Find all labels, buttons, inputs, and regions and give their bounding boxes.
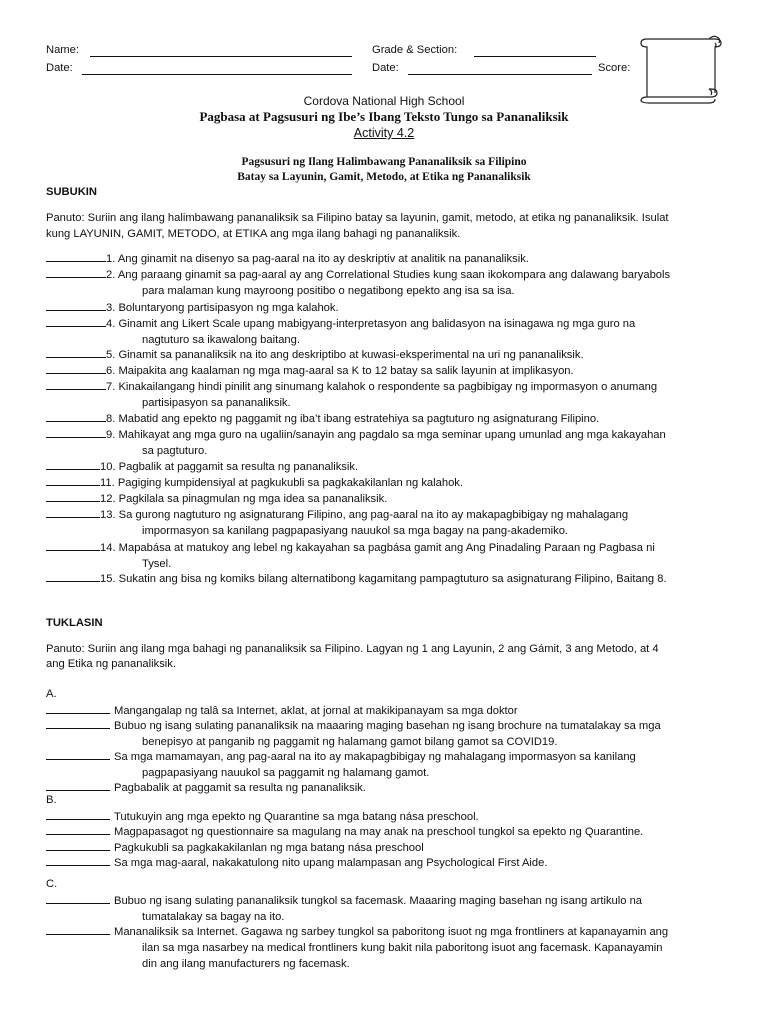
subtitle-line-2: Batay sa Layunin, Gamit, Metodo, at Etika ng Pananaliksik [237, 171, 531, 183]
tuklasin-item [46, 704, 736, 720]
tuklasin-instructions-2: ang Etika ng pananaliksik. [46, 658, 176, 670]
subukin-item-continuation: impormasyon sa kanilang pagpapasiyang nauukol sa mga bagay na pang-akademiko. [142, 524, 569, 537]
tuklasin-item-text: Pagbabalik at paggamit sa resulta ng pananaliksik. [114, 782, 366, 794]
date2-field[interactable] [408, 74, 592, 75]
answer-blank[interactable] [46, 704, 110, 714]
name-label: Name: [46, 44, 79, 56]
subukin-instructions-2: kung LAYUNIN, GAMIT, METODO, at ETIKA ang mga ilang bahagi ng pananaliksik. [46, 228, 461, 240]
tuklasin-item-text: Mangangalap ng talâ sa Internet, aklat, at jornal at makikipanayam sa mga doktor [114, 705, 518, 717]
answer-blank[interactable] [46, 894, 110, 904]
tuklasin-item [46, 719, 736, 751]
grade-section-field[interactable] [474, 56, 596, 57]
answer-blank[interactable] [46, 541, 100, 551]
subukin-item-continuation: partisipasyon sa pananaliksik. [142, 396, 291, 409]
answer-blank[interactable] [46, 572, 100, 582]
date2-label: Date: [372, 62, 399, 74]
tuklasin-group-label: B. [46, 794, 57, 806]
tuklasin-item-text: Mananaliksik sa Internet. Gagawa ng sarbey tungkol sa paboritong isuot ng mga frontliners at kapanayamin ang [114, 926, 669, 938]
subukin-item-continuation: Tysel. [142, 557, 172, 570]
subukin-item [46, 428, 736, 460]
tuklasin-item [46, 750, 736, 782]
answer-blank[interactable] [46, 268, 106, 278]
subukin-item [46, 348, 736, 364]
answer-blank[interactable] [46, 252, 106, 262]
tuklasin-item-continuation: benepisyo at panganib ng paggamit ng halamang gamot bilang gamot sa COVID19. [142, 735, 558, 748]
subukin-item [46, 492, 736, 508]
tuklasin-item-text: Bubuo ng isang sulating pananaliksik tungkol sa facemask. Maaaring maging basehan ng isang artikulo na [114, 895, 643, 907]
answer-blank[interactable] [46, 781, 110, 791]
subukin-item-text: 8. Mabatid ang epekto ng paggamit ng iba’t ibang estratehiya sa pagtuturo ng asignaturang Filipino. [106, 413, 600, 425]
subukin-item-text: 15. Sukatin ang bisa ng komiks bilang alternatibong kagamitang pampagtuturo sa asignaturang Filipino, Baitang 8. [100, 573, 667, 585]
answer-blank[interactable] [46, 719, 110, 729]
tuklasin-item [46, 825, 736, 841]
subukin-item-text: 1. Ang ginamit na disenyo sa pag-aaral na ito ay deskriptiv at analitik na pananaliksik. [106, 253, 529, 265]
subukin-item-continuation: para malaman kung mayroong positibo o negatibong epekto ang isa sa isa. [142, 284, 515, 297]
date-label: Date: [46, 62, 73, 74]
subject-title: Pagbasa at Pagsusuri ng Ibe’s Ibang Teksto Tungo sa Pananaliksik [199, 109, 569, 124]
answer-blank[interactable] [46, 317, 106, 327]
tuklasin-item-text: Sa mga mag-aaral, nakakatulong nito upang malampasan ang Psychological First Aide. [114, 857, 548, 869]
subukin-item [46, 364, 736, 380]
activity-title: Activity 4.2 [353, 126, 415, 140]
answer-blank[interactable] [46, 825, 110, 835]
tuklasin-item-continuation: tumatalakay sa bagay na ito. [142, 910, 285, 923]
score-label: Score: [598, 62, 631, 74]
tuklasin-item-text: Bubuo ng isang sulating pananaliksik na maaaring maging basehan ng isang brochure na tumatalakay sa mga [114, 720, 661, 732]
subukin-item-text: 3. Boluntaryong partisipasyon ng mga kalahok. [106, 302, 339, 314]
tuklasin-item [46, 894, 736, 926]
tuklasin-item-text: Pagkukubli sa pagkakakilanlan ng mga batang nása preschool [114, 842, 424, 854]
subukin-item-text: 2. Ang paraang ginamit sa pag-aaral ay ang Correlational Studies kung saan ikokompara ang dalawang baryabols [106, 269, 671, 281]
tuklasin-item [46, 925, 736, 972]
subtitle-line-1: Pagsusuri ng Ilang Halimbawang Pananaliksik sa Filipino [241, 156, 527, 168]
subukin-item-text: 14. Mapabása at matukoy ang lebel ng kakayahan sa pagbása gamit ang Ang Pinadaling Paraan ng Pagbasa ni [100, 542, 655, 554]
subukin-item-text: 4. Ginamit ang Likert Scale upang mabigyang-interpretasyon ang balidasyon na isinagawa ng mga guro na [106, 318, 636, 330]
subukin-item-text: 6. Maipakita ang kaalaman ng mga mag-aaral sa K to 12 batay sa salik layunin at implikasyon. [106, 365, 574, 377]
subukin-item-continuation: sa pagtuturo. [142, 444, 208, 457]
tuklasin-group-label: A. [46, 688, 57, 700]
tuklasin-item-continuation: pagpapasiyang nauukol sa paggamit ng halamang gamot. [142, 766, 430, 779]
subukin-item [46, 380, 736, 412]
answer-blank[interactable] [46, 380, 106, 390]
answer-blank[interactable] [46, 412, 106, 422]
subukin-item-text: 12. Pagkilala sa pinagmulan ng mga idea sa pananaliksik. [100, 493, 388, 505]
subukin-item [46, 541, 736, 573]
subukin-heading: SUBUKIN [46, 186, 97, 198]
answer-blank[interactable] [46, 841, 110, 851]
answer-blank[interactable] [46, 750, 110, 760]
tuklasin-item-text: Magpapasagot ng questionnaire sa magulang na may anak na preschool tungkol sa epekto ng Quarantine. [114, 826, 644, 838]
subukin-item-text: 7. Kinakailangang hindi pinilit ang sinumang kalahok o respondente sa pagbibigay ng impormasyon o anumang [106, 381, 658, 393]
answer-blank[interactable] [46, 348, 106, 358]
tuklasin-heading: TUKLASIN [46, 617, 103, 629]
tuklasin-item [46, 810, 736, 826]
tuklasin-group-label: C. [46, 878, 58, 890]
answer-blank[interactable] [46, 301, 106, 311]
subukin-item [46, 508, 736, 540]
tuklasin-item [46, 841, 736, 857]
subukin-item [46, 268, 736, 300]
tuklasin-item-continuation: din ang ilang manufacturers ng facemask. [142, 957, 350, 970]
answer-blank[interactable] [46, 364, 106, 374]
answer-blank[interactable] [46, 925, 110, 935]
subukin-item [46, 460, 736, 476]
tuklasin-item-continuation: ilan sa mga nasarbey na medical frontliners kung bakit nila paboritong isuot ang facemask. Kapanayamin [142, 941, 663, 954]
subukin-item [46, 412, 736, 428]
answer-blank[interactable] [46, 810, 110, 820]
date-field[interactable] [82, 74, 352, 75]
subukin-item [46, 476, 736, 492]
answer-blank[interactable] [46, 428, 106, 438]
subukin-item-continuation: nagtuturo sa ikawalong baitang. [142, 333, 300, 346]
subukin-item [46, 301, 736, 317]
subukin-item-text: 5. Ginamit sa pananaliksik na ito ang deskriptibo at kuwasi-eksperimental na uri ng pananaliksik. [106, 349, 584, 361]
answer-blank[interactable] [46, 492, 100, 502]
answer-blank[interactable] [46, 476, 100, 486]
subukin-item-text: 11. Pagiging kumpidensiyal at pagkukubli sa pagkakakilanlan ng kalahok. [100, 477, 464, 489]
tuklasin-instructions-1: Panuto: Suriin ang ilang mga bahagi ng pananaliksik sa Filipino. Lagyan ng 1 ang Layunin, 2 ang Gámit, 3 ang Metodo, at 4 [46, 643, 659, 655]
subukin-instructions-1: Panuto: Suriin ang ilang halimbawang pananaliksik sa Filipino batay sa layunin, gamit, metodo, at etika ng pananaliksik. Isulat [46, 212, 669, 224]
answer-blank[interactable] [46, 856, 110, 866]
subukin-item-text: 10. Pagbalik at paggamit sa resulta ng pananaliksik. [100, 461, 359, 473]
tuklasin-item-text: Tutukuyin ang mga epekto ng Quarantine sa mga batang nása preschool. [114, 811, 479, 823]
answer-blank[interactable] [46, 460, 100, 470]
grade-section-label: Grade & Section: [372, 44, 458, 56]
school-name: Cordova National High School [303, 94, 465, 108]
subukin-item-text: 9. Mahikayat ang mga guro na ugaliin/sanayin ang pagdalo sa mga seminar upang umunlad ang mga kakayahan [106, 429, 666, 441]
tuklasin-item [46, 856, 736, 872]
subukin-item-text: 13. Sa gurong nagtuturo ng asignaturang Filipino, ang pag-aaral na ito ay makapagbibigay ng mahalagang [100, 509, 629, 521]
subukin-item [46, 317, 736, 349]
subukin-item [46, 252, 736, 268]
tuklasin-item-text: Sa mga mamamayan, ang pag-aaral na ito ay makapagbibigay ng mahalagang impormasyon sa kanilang [114, 751, 636, 763]
subukin-item [46, 572, 736, 588]
tuklasin-item [46, 781, 736, 797]
answer-blank[interactable] [46, 508, 100, 518]
name-field[interactable] [90, 56, 352, 57]
